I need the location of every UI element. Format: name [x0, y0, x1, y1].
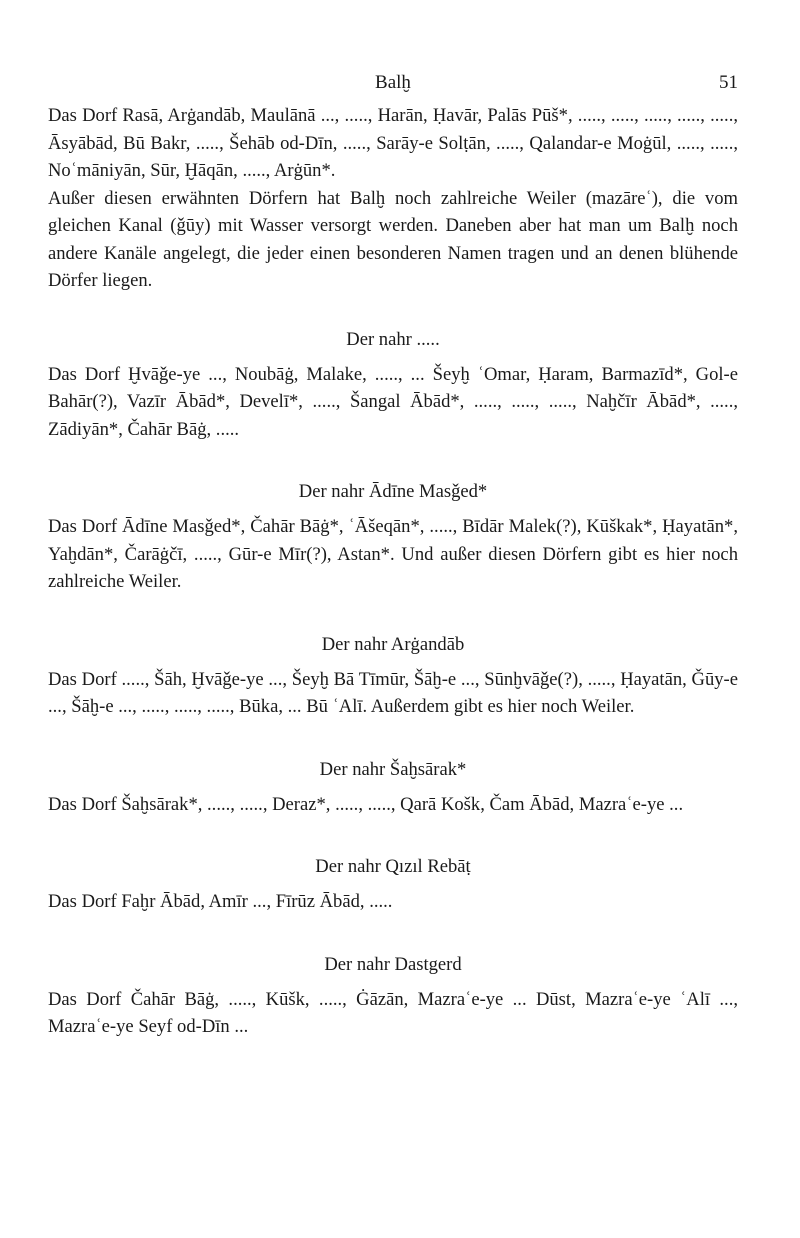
section-heading: Der nahr Qızıl Rebāṭ: [315, 856, 471, 877]
section-heading: Der nahr Šaḫsārak*: [319, 758, 467, 780]
intro-note: Außer diesen erwähnten Dörfern hat Balḫ noch zahlreiche Weiler (mazāreʿ), die vom gleichen Kanal (ǧūy) mit Wasser versorgt werden. Daneben aber hat man um Balḫ noch andere Kanäle angelegt, die jeder einen besonderen Namen tragen und an denen blühende Dörfer liegen.: [48, 187, 738, 291]
book-page: [48, 72, 738, 1041]
intro-village-list: Das Dorf Rasā, Arġandāb, Maulānā ..., ....., Harān, Ḥavār, Palās Pūš*, ....., ....., ....., ....., ....., Āsyābād, Bū Bakr, ....., Šehāb od-Dīn, ....., Sarāy-e Solṭān, ....., Qalandar-e Moġūl, ....., ....., Noʿmāniyān, Sūr, Ḫāqān, ....., Arġūn*.: [48, 105, 738, 181]
section-heading: Der nahr Ādīne Masǧed*: [298, 481, 488, 502]
section-heading: Der nahr .....: [346, 328, 440, 350]
section-text: Das Dorf ....., Šāh, Ḫvāǧe-ye ..., Šeyḫ Bā Tīmūr, Šāḫ-e ..., Sūnḫvāǧe(?), ....., Ḥayatān, Ǧūy-e ..., Šāḫ-e ..., ....., ....., ....., Būka, ... Bū ʿAlī. Außerdem gibt es hier noch Weiler.: [48, 668, 738, 717]
section-text: Das Dorf Šaḫsārak*, ....., ....., Deraz*, ....., ....., Qarā Košk, Čam Ābād, Mazraʿe-ye ...: [48, 793, 684, 815]
section-heading: Der nahr Dastgerd: [324, 953, 462, 975]
page-number: 51: [719, 72, 738, 93]
running-head: [48, 72, 738, 102]
section-heading: Der nahr Arġandāb: [321, 633, 465, 655]
section-text: Das Dorf Ādīne Masǧed*, Čahār Bāġ*, ʿĀšeqān*, ....., Bīdār Malek(?), Kūškak*, Ḥayatān*, Yaḫdān*, Čarāġčī, ....., Gūr-e Mīr(?), Astan*. Und außer diesen Dörfern gibt es hier noch zahlreiche Weiler.: [48, 516, 738, 592]
section-text: Das Dorf Faḫr Ābād, Amīr ..., Fīrūz Ābād, .....: [48, 891, 393, 912]
section-text: Das Dorf Čahār Bāġ, ....., Kūšk, ....., Ġāzān, Mazraʿe-ye ... Dūst, Mazraʿe-ye ʿAlī ..., Mazraʿe-ye Seyf od-Dīn ...: [48, 988, 738, 1037]
running-title: Balḫ: [375, 72, 411, 93]
section-text: Das Dorf Ḫvāǧe-ye ..., Noubāġ, Malake, ....., ... Šeyḫ ʿOmar, Ḥaram, Barmazīd*, Gol-e Bahār(?), Vazīr Ābād*, Develī*, ....., Šangal Ābād*, ....., ....., ....., Naḫčīr Ābād*, ....., Zādiyān*, Čahār Bāġ, .....: [48, 363, 738, 440]
